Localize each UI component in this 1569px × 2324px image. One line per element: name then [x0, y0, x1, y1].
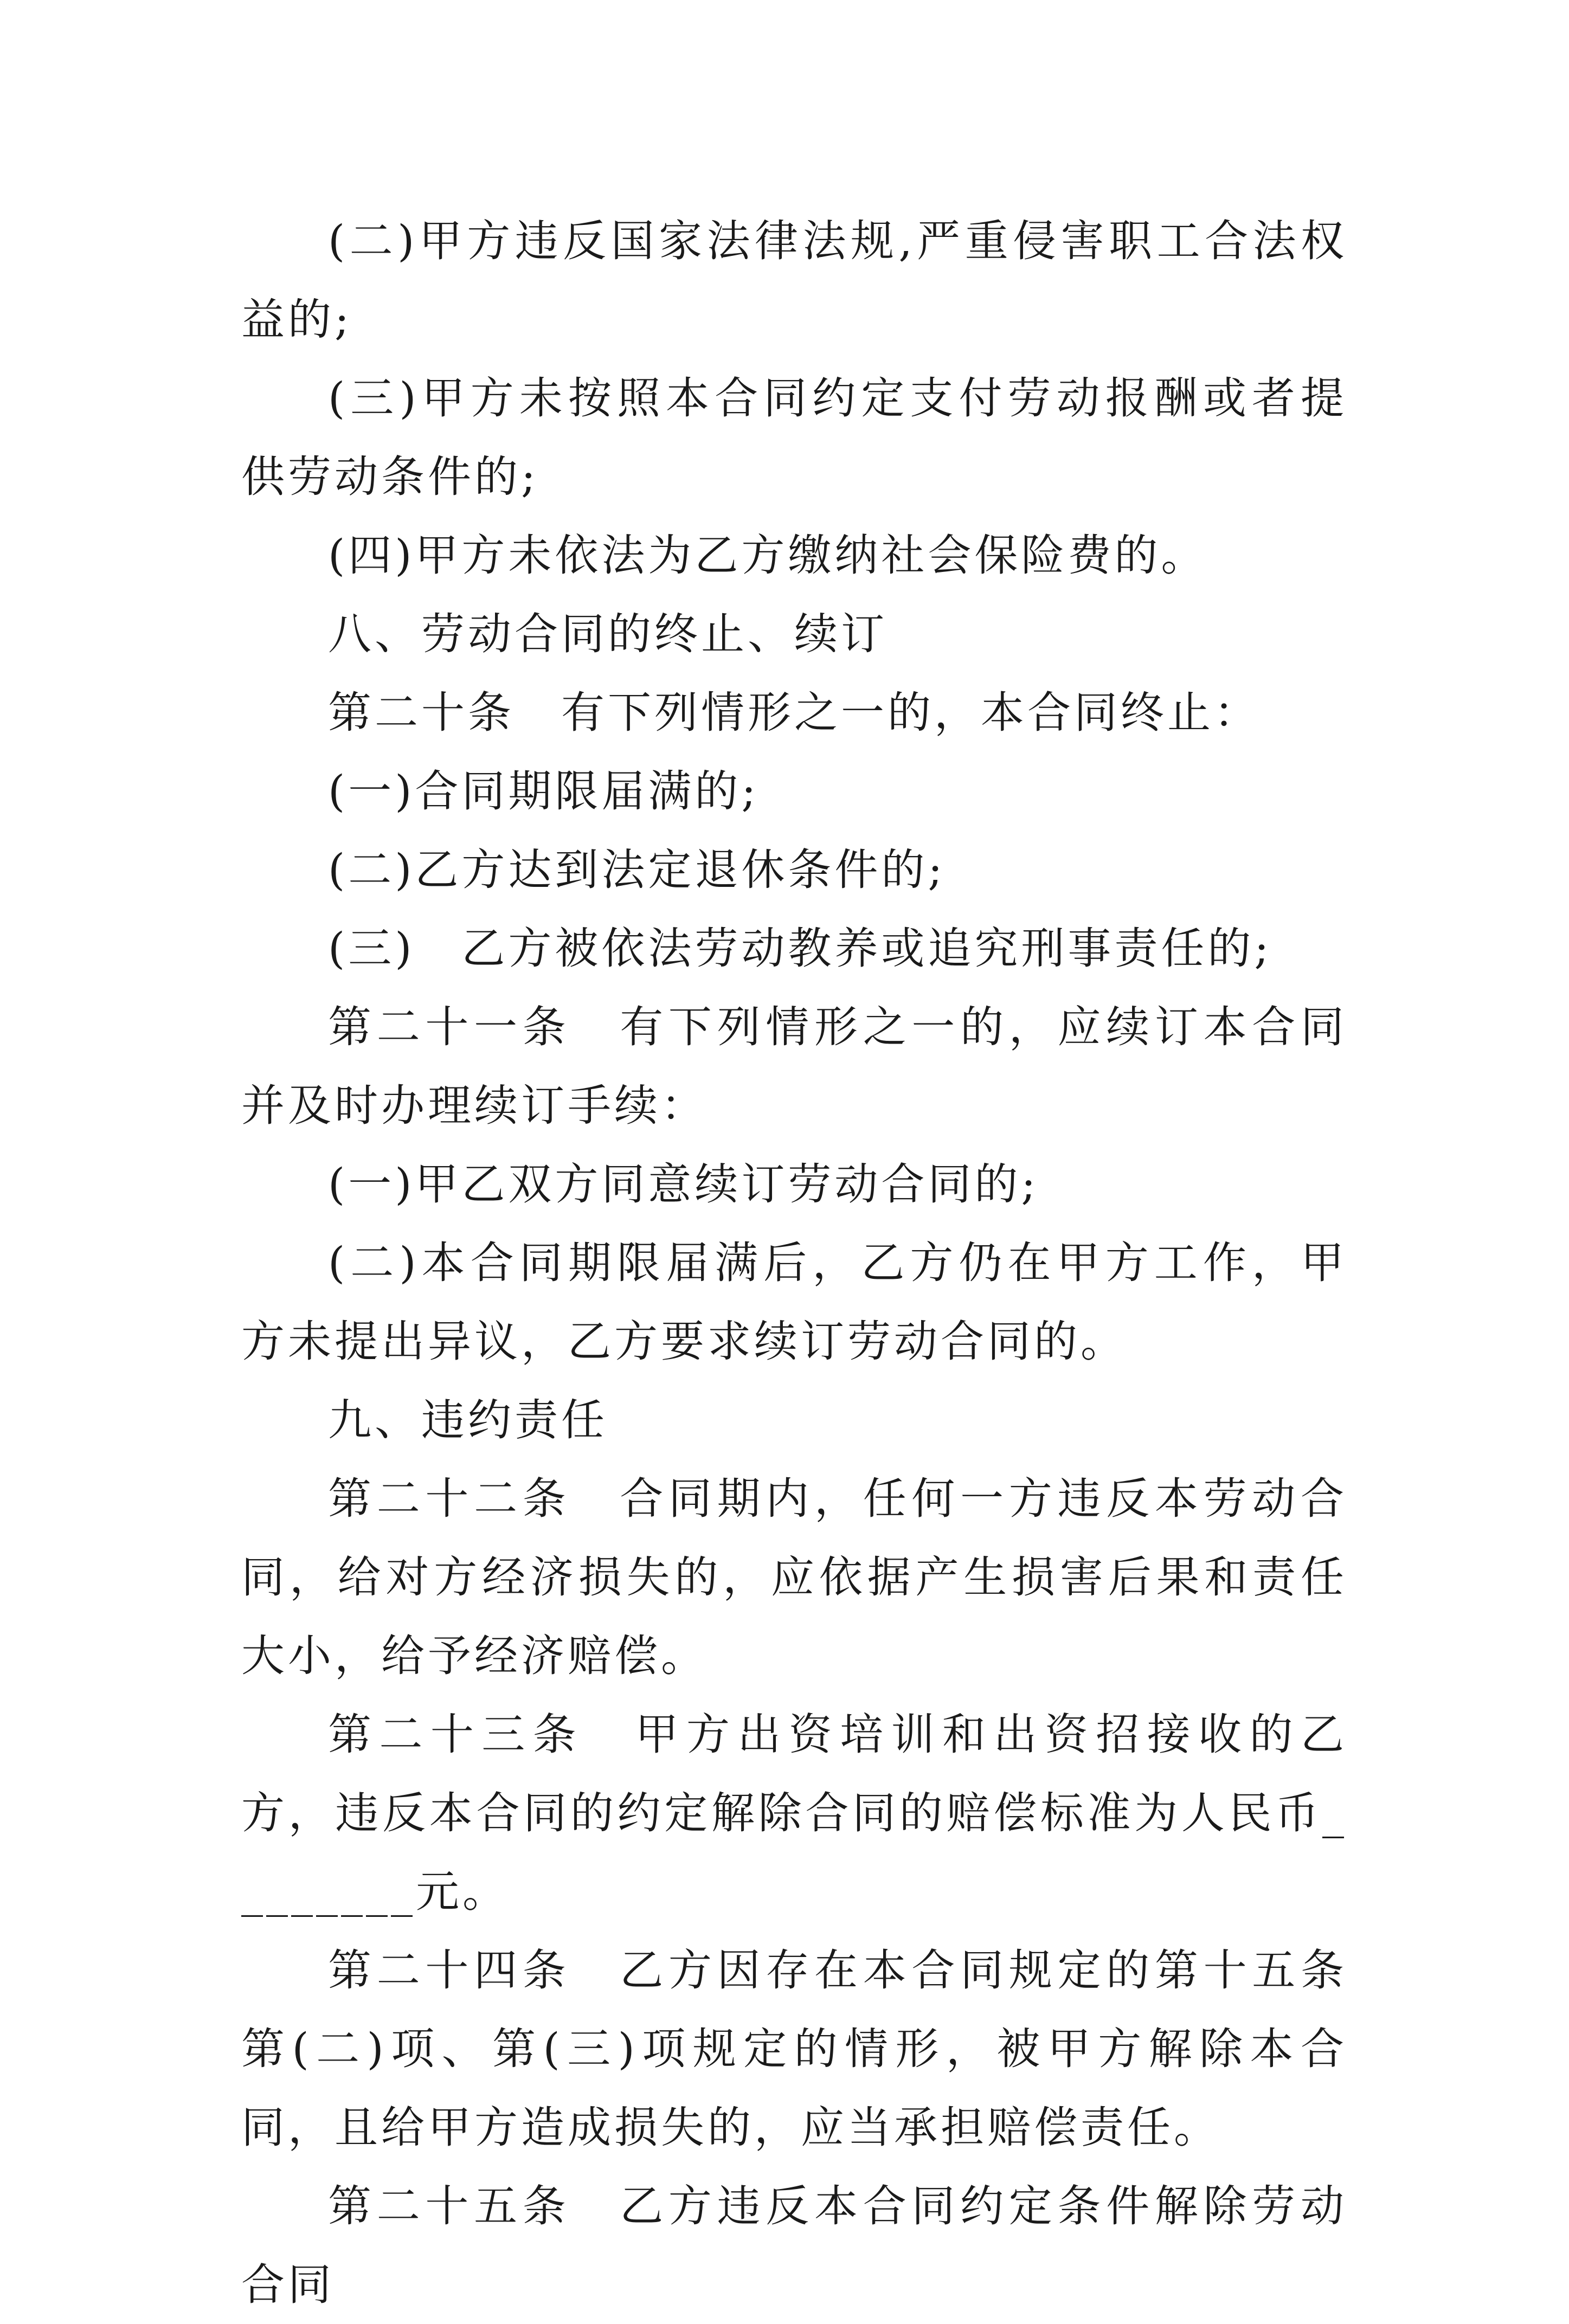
section-heading-termination: 八、劳动合同的终止、续订 — [328, 609, 888, 659]
paragraph-clause-3: (三)甲方未按照本合同约定支付劳动报酬或者提供劳动条件的; — [241, 373, 1347, 502]
article-20-item-3: (三) 乙方被依法劳动教养或追究刑事责任的; — [328, 923, 1272, 974]
document-body — [241, 202, 1347, 2324]
article-21-item-1: (一)甲乙双方同意续订劳动合同的; — [328, 1159, 1039, 1209]
article-25: 第二十五条 乙方违反本合同约定条件解除劳动合同 — [241, 2181, 1347, 2310]
article-20-item-2: (二)乙方达到法定退休条件的; — [328, 845, 946, 895]
section-heading-liability: 九、违约责任 — [328, 1395, 608, 1445]
article-20: 第二十条 有下列情形之一的，本合同终止： — [328, 687, 1261, 738]
paragraph-clause-4: (四)甲方未依法为乙方缴纳社会保险费的。 — [328, 530, 1208, 581]
article-20-item-1: (一)合同期限届满的; — [328, 766, 760, 816]
article-21: 第二十一条 有下列情形之一的，应续订本合同并及时办理续订手续： — [241, 1002, 1347, 1131]
article-21-item-2: (二)本合同期限届满后，乙方仍在甲方工作，甲方未提出异议，乙方要求续订劳动合同的。 — [241, 1238, 1347, 1367]
article-23: 第二十三条 甲方出资培训和出资招接收的乙方，违反本合同的约定解除合同的赔偿标准为人民币________元。 — [241, 1709, 1347, 1917]
article-22: 第二十二条 合同期内，任何一方违反本劳动合同，给对方经济损失的，应依据产生损害后果和责任大小，给予经济赔偿。 — [241, 1473, 1347, 1681]
paragraph-clause-2: (二)甲方违反国家法律法规,严重侵害职工合法权益的; — [241, 216, 1347, 345]
article-24: 第二十四条 乙方因存在本合同规定的第十五条第(二)项、第(三)项规定的情形，被甲方解除本合同，且给甲方造成损失的，应当承担赔偿责任。 — [241, 1945, 1347, 2153]
